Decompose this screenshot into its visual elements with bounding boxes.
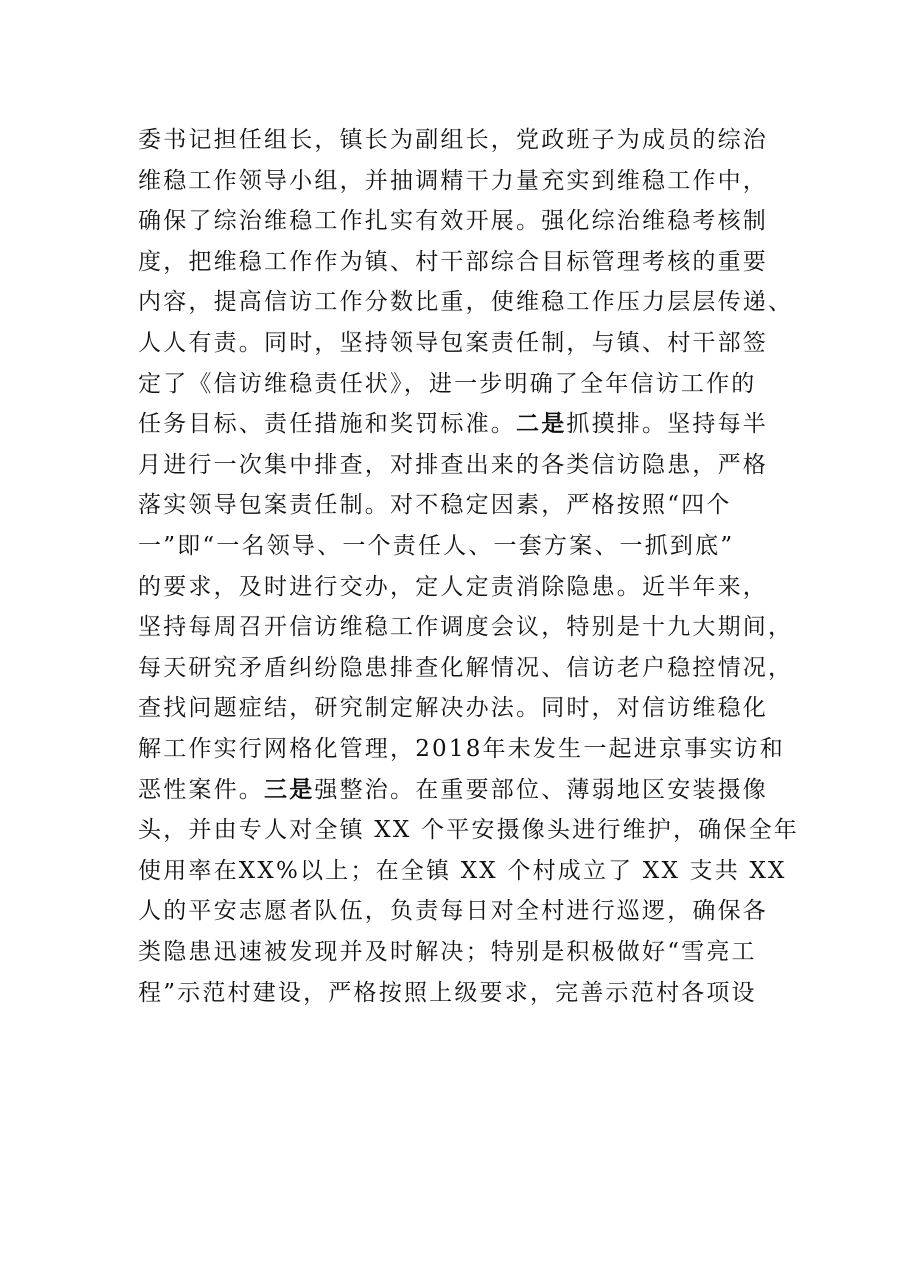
text-run: 头，并由专人对全镇 XX 个平安摄像头进行维护，确保全年 bbox=[138, 817, 799, 844]
text-run: 每天研究矛盾纠纷隐患排查化解情况、信访老户稳控情况， bbox=[138, 654, 794, 681]
text-run: 的要求，及时进行交办，定人定责消除隐患。近半年来， bbox=[138, 573, 768, 600]
text-line bbox=[138, 485, 732, 525]
text-line bbox=[138, 729, 785, 769]
text-line bbox=[138, 282, 793, 322]
text-run: 定了《信访维稳责任状》，进一步明确了全年信访工作的 bbox=[138, 370, 757, 397]
text-line bbox=[138, 201, 768, 241]
text-run: 恶性案件。 bbox=[138, 776, 264, 803]
text-line bbox=[138, 242, 768, 282]
text-run: 程”示范村建设，严格按照上级要求，完善示范村各项设 bbox=[138, 979, 757, 1006]
text-run: 强整治。在重要部位、薄弱地区安装摄像 bbox=[314, 776, 769, 803]
text-run: 内容，提高信访工作分数比重，使维稳工作压力层层传递、 bbox=[138, 289, 794, 316]
text-run: 查找问题症结，研究制定解决办法。同时，对信访维稳化 bbox=[138, 695, 768, 722]
text-line bbox=[138, 567, 768, 607]
bold-heading-run: 二是 bbox=[516, 410, 567, 438]
text-line bbox=[138, 323, 768, 363]
text-line bbox=[138, 526, 734, 566]
text-line bbox=[138, 404, 768, 444]
text-line bbox=[138, 891, 768, 931]
text-run: 月进行一次集中排查，对排查出来的各类信访隐患，严格 bbox=[138, 451, 768, 478]
text-run: 解工作实行网格化管理，2018年未发生一起进京事实访和 bbox=[138, 736, 785, 762]
text-line bbox=[138, 364, 757, 404]
text-line bbox=[138, 770, 768, 810]
text-line bbox=[138, 648, 793, 688]
text-line bbox=[138, 851, 787, 891]
text-run: 一”即“一名领导、一个责任人、一套方案、一抓到底” bbox=[138, 533, 735, 559]
bold-heading-run: 三是 bbox=[264, 775, 315, 803]
text-line bbox=[138, 120, 768, 160]
text-run: 度，把维稳工作作为镇、村干部综合目标管理考核的重要 bbox=[138, 248, 768, 275]
text-line bbox=[138, 932, 757, 972]
text-run: 类隐患迅速被发现并及时解决；特别是积极做好“雪亮工 bbox=[138, 939, 757, 965]
text-run: 坚持每周召开信访维稳工作调度会议，特别是十九大期间， bbox=[138, 614, 794, 641]
text-run: 委书记担任组长，镇长为副组长，党政班子为成员的综治 bbox=[138, 127, 768, 153]
text-run: 任务目标、责任措施和奖罚标准。 bbox=[138, 411, 516, 438]
text-run: 确保了综治维稳工作扎实有效开展。强化综治维稳考核制 bbox=[138, 208, 768, 235]
text-run: 维稳工作领导小组，并抽调精干力量充实到维稳工作中， bbox=[138, 167, 768, 194]
text-run: 落实领导包案责任制。对不稳定因素，严格按照“四个 bbox=[138, 492, 732, 519]
text-line bbox=[138, 688, 768, 728]
text-line bbox=[138, 161, 768, 201]
text-line bbox=[138, 607, 793, 647]
text-run: 人人有责。同时，坚持领导包案责任制，与镇、村干部签 bbox=[138, 330, 768, 356]
text-run: 使用率在XX%以上；在全镇 XX 个村成立了 XX 支共 XX bbox=[138, 857, 787, 884]
text-run: 抓摸排。坚持每半 bbox=[566, 411, 769, 438]
text-run: 人的平安志愿者队伍，负责每日对全村进行巡逻，确保各 bbox=[138, 898, 768, 925]
text-line bbox=[138, 445, 768, 485]
text-line bbox=[138, 973, 757, 1013]
text-line bbox=[138, 810, 799, 850]
